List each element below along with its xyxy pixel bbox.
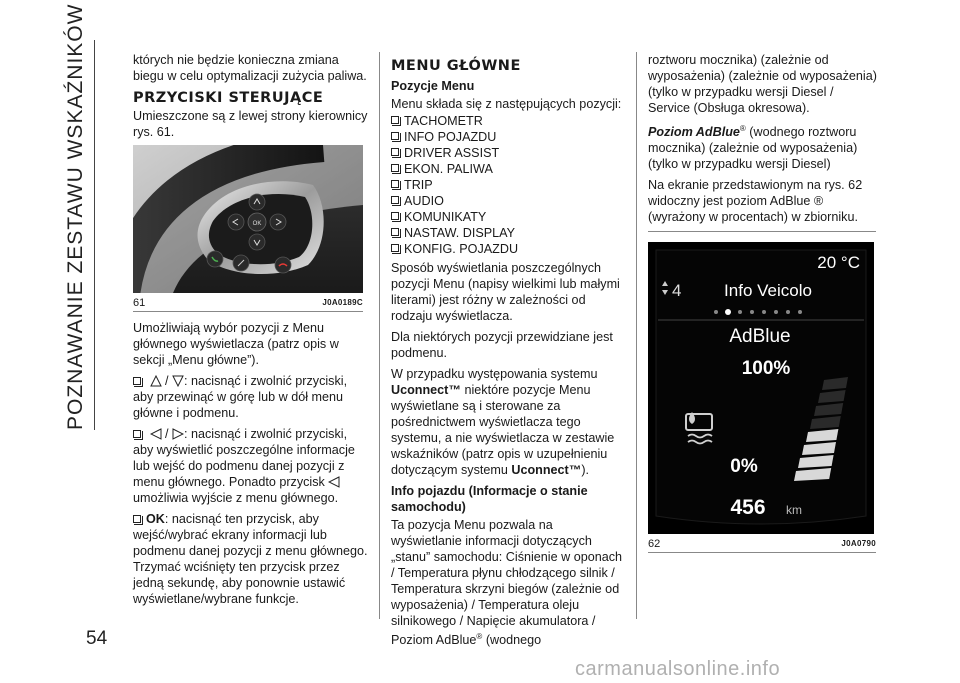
menu-item-label: TACHOMETR — [404, 114, 483, 128]
figure-62 — [648, 242, 874, 534]
menu-item-label: KONFIG. POJAZDU — [404, 242, 519, 256]
menu-item — [391, 145, 626, 161]
updown-text: : nacisnąć i zwolnić przyciski, aby przewinąć w górę lub w dół menu główne i podmenu. — [133, 374, 348, 420]
column-1 — [133, 52, 368, 612]
uconnect-brand: Uconnect™ — [391, 383, 461, 397]
menu-item-label: INFO POJAZDU — [404, 130, 497, 144]
ok-bullet — [133, 511, 368, 607]
separator: / — [165, 374, 169, 388]
page-dot — [774, 310, 778, 314]
figure-62-number: 62 — [648, 538, 661, 551]
menu-item-label: DRIVER ASSIST — [404, 146, 500, 160]
bullet-icon — [133, 515, 141, 523]
bullet-icon — [391, 132, 399, 140]
level-min-label: 0% — [730, 456, 758, 478]
figure-61-number: 61 — [133, 297, 146, 309]
page-dot — [798, 310, 802, 314]
bullet-icon — [391, 196, 399, 204]
range-unit: km — [786, 503, 802, 518]
range-value: 456 — [730, 496, 766, 520]
bullet-icon — [391, 212, 399, 220]
menu-item-label: EKON. PALIWA — [404, 162, 493, 176]
figure-62-bottom-rule — [648, 552, 876, 553]
updown-bullet — [133, 373, 368, 421]
section-vertical-title: POZNAWANIE ZESTAWU WSKAŹNIKÓW — [64, 3, 87, 430]
arrow-left-icon — [150, 428, 162, 440]
figure-61-rule — [133, 311, 363, 312]
temperature-readout: 20 °C — [817, 253, 860, 273]
submenu-text: Dla niektórych pozycji przewidziane jest podmenu. — [391, 330, 613, 360]
heading-main-menu: MENU GŁÓWNE — [391, 58, 521, 74]
heading-menu-items: Pozycje Menu — [391, 79, 475, 93]
menu-item — [391, 193, 626, 209]
bullet-icon — [133, 377, 141, 385]
vehicle-info-text: Ta pozycja Menu pozwala na wyświetlanie informacji dotyczących „stanu” samochodu: Ciśnienie w oponach / Temperatura płynu chłodzącego silnik / Temperatura skrzyni biegów (zależnie od wyposażenia) / Temperatura oleju silnikowego / Napięcie akumulatora / Poziom AdBlue® (wodnego — [391, 518, 623, 648]
watermark: carmanualsonline.info — [575, 658, 781, 680]
menu-index: 4 — [672, 281, 682, 301]
menu-item — [391, 225, 626, 241]
steering-wheel-photo — [133, 145, 363, 293]
bullet-icon — [391, 164, 399, 172]
adblue-label: Poziom AdBlue — [648, 125, 740, 140]
menu-item — [391, 241, 626, 257]
page-dot — [714, 310, 718, 314]
ok-button-label: OK — [252, 221, 262, 227]
steering-text: Umieszczone są z lewej strony kierownicy rys. 61. — [133, 109, 368, 139]
leftright-text: : nacisnąć i zwolnić przyciski, aby wyświetlić poszczególne informacje lub wejść do podmenu danej pozycji z menu głównego. Ponadto przycisk — [133, 427, 355, 489]
column-3 — [648, 52, 878, 553]
page-dot — [738, 310, 742, 314]
intro-text: których nie będzie konieczna zmiana biegu w celu optymalizacji zużycia paliwa. — [133, 53, 367, 83]
menu-item-label: NASTAW. DISPLAY — [404, 226, 516, 240]
separator: / — [165, 427, 169, 441]
page-dot — [786, 310, 790, 314]
menu-item — [391, 177, 626, 193]
menu-item — [391, 129, 626, 145]
uconnect-brand: Uconnect™ — [511, 463, 582, 477]
menu-info-text: Umożliwiają wybór pozycji z Menu głównego wyświetlacza (patrz opis w sekcji „Menu główne”). — [133, 321, 339, 367]
menu-item-list — [391, 113, 626, 257]
page-dot — [750, 310, 754, 314]
column-divider — [379, 52, 380, 619]
ok-text: : nacisnąć ten przycisk, aby wejść/wybrać ekrany informacji lub podmenu danej pozycji z menu głównego. Trzymać wciśnięty ten przycisk przez jedną sekundę, aby ponownie ustawić wyświetlane/wybrane funkcje. — [133, 512, 368, 606]
adblue-title: AdBlue — [729, 326, 791, 348]
cluster-display — [648, 242, 874, 534]
arrow-left-icon — [328, 476, 340, 488]
arrow-up-icon — [150, 375, 162, 387]
heading-steering-controls: PRZYCISKI STERUJĄCE — [133, 90, 324, 106]
bullet-icon — [391, 244, 399, 252]
menu-item — [391, 113, 626, 129]
title-rule — [94, 40, 95, 430]
heading-vehicle-info: Info pojazdu (Informacje o stanie samochodu) — [391, 484, 588, 514]
page-dot — [725, 309, 731, 315]
menu-intro: Menu składa się z następujących pozycji: — [391, 97, 622, 111]
screen-text: Na ekranie przedstawionym na rys. 62 widoczny jest poziom AdBlue ® (wyrażony w procentach) w zbiorniku. — [648, 178, 863, 225]
figure-62-code: J0A0790 — [841, 539, 876, 549]
column-2 — [391, 52, 626, 653]
bullet-icon — [391, 180, 399, 188]
column-divider — [636, 52, 637, 619]
ok-label: OK — [146, 512, 165, 526]
page-dot — [762, 310, 766, 314]
arrow-right-icon — [172, 428, 184, 440]
adblue-text: Poziom AdBlue® (wodnego roztworu mocznika) (zależnie od wyposażenia) (tylko w przypadku wersji Diesel) — [648, 124, 858, 172]
page-number: 54 — [86, 628, 108, 649]
figure-61-caption — [133, 295, 363, 311]
level-max-label: 100% — [741, 358, 791, 380]
arrow-down-icon — [172, 375, 184, 387]
figure-61-code: J0A0189C — [322, 298, 363, 307]
bullet-icon — [391, 116, 399, 124]
menu-item-label: TRIP — [404, 178, 433, 192]
menu-item — [391, 209, 626, 225]
uconnect-text: W przypadku występowania systemu Uconnect™ niektóre pozycje Menu wyświetlane są i sterowane za pośrednictwem wyświetlacza tego systemu, a nie wyświetlacza w zestawie wskaźników (patrz opis w uzupełnieniu dotyczącym systemu Uconnect™). — [391, 367, 615, 477]
menu-item-label: AUDIO — [404, 194, 444, 208]
figure-62-top-rule — [648, 231, 876, 232]
leftright-bullet — [133, 426, 368, 506]
figure-62-caption — [648, 536, 876, 552]
figure-61 — [133, 145, 363, 293]
bullet-icon — [133, 430, 141, 438]
menu-item-label: KOMUNIKATY — [404, 210, 487, 224]
bullet-icon — [391, 228, 399, 236]
continued-text: roztworu mocznika) (zależnie od wyposażenia) (zależnie od wyposażenia) (tylko w przypadku wersji Diesel / Service (Obsługa okresowa). — [648, 53, 877, 115]
menu-title: Info Veicolo — [724, 281, 812, 301]
menu-item — [391, 161, 626, 177]
bullet-icon — [391, 148, 399, 156]
leftright-tail: umożliwia wyjście z menu głównego. — [133, 491, 339, 505]
display-text: Sposób wyświetlania poszczególnych pozycji Menu (napisy wielkimi lub małymi literami) jest różny w zależności od rodzaju wyświetlacza. — [391, 261, 620, 323]
